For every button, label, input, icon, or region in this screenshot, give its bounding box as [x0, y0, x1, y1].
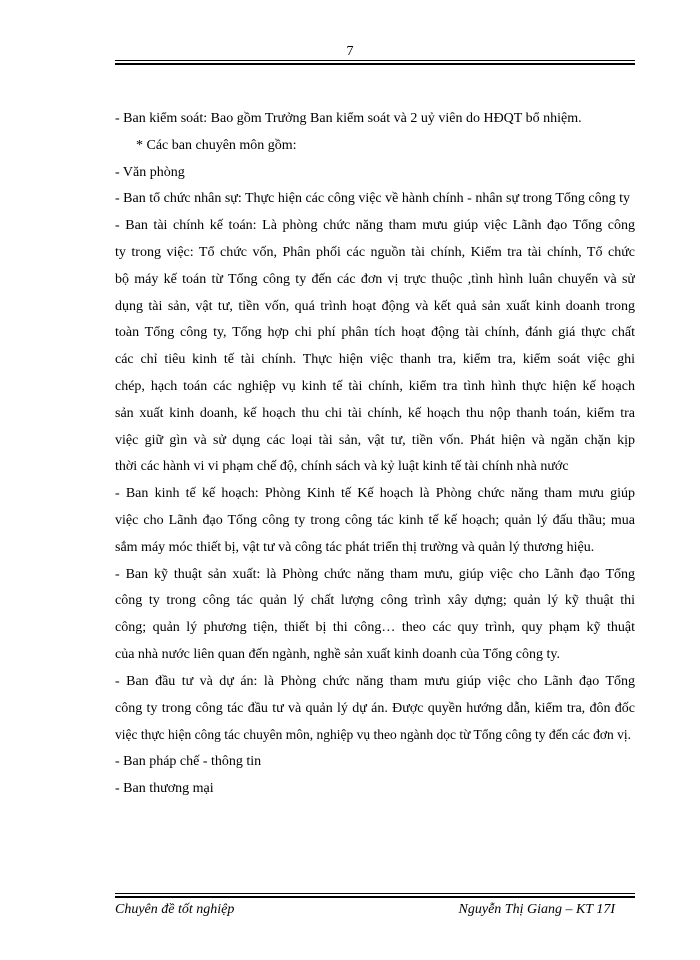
text-line: - Ban kiểm soát: Bao gồm Trưởng Ban kiểm soát và 2 uỷ viên do HĐQT bổ nhiệm. — [115, 111, 582, 126]
text-line: thời các hành vi vi phạm chế độ, chính sách và kỷ luật kinh tế tài chính nhà nước — [115, 459, 569, 475]
text-line: việc cho Lãnh đạo Tổng công ty trong công tác kinh tế kế hoạch; quản lý đấu thầu; mua — [115, 512, 635, 528]
text-line: * Các ban chuyên môn gồm: — [136, 137, 297, 153]
text-line: việc thực hiện công tác chuyên môn, nghiệp vụ theo ngành dọc từ Tổng công ty đến các đơn vị. — [115, 727, 632, 743]
text-line: - Văn phòng — [115, 164, 185, 180]
text-line: sản xuất kinh doanh, kế hoạch thu chi tài chính, kế hoạch thu nộp thanh toán, kiểm tra — [115, 405, 635, 421]
body-text — [115, 106, 635, 803]
text-line: - Ban tổ chức nhân sự: Thực hiện các công việc về hành chính - nhân sự trong Tổng công ty — [115, 191, 631, 207]
text-line: - Ban pháp chế - thông tin — [115, 754, 262, 770]
text-line: - Ban thương mại — [115, 780, 214, 796]
text-line: sắm máy móc thiết bị, vật tư và công tác phát triển thị trường và quản lý thương hiệu. — [115, 539, 595, 555]
text-line: việc giữ gìn và sử dụng các loại tài sản, vật tư, tiền vốn. Phát hiện và ngăn chặn kịp — [115, 432, 635, 448]
text-line: công ty trong công tác quản lý chất lượng công trình xây dựng; quản lý kỹ thuật thi — [115, 593, 635, 609]
text-line: công ty trong công tác đầu tư và quản lý dự án. Được quyền hướng dẫn, kiểm tra, đôn đốc — [115, 700, 635, 716]
text-line: - Ban kinh tế kế hoạch: Phòng Kinh tế Kế hoạch là Phòng chức năng tham mưu giúp — [115, 486, 635, 502]
text-line: của nhà nước liên quan đến ngành, nghề sản xuất kinh doanh của Tổng công ty. — [115, 646, 560, 662]
text-line: bộ máy kế toán từ Tổng công ty đến các đơn vị trực thuộc ,tình hình luân chuyển và sử — [115, 271, 635, 287]
footer-author: Nguyễn Thị Giang – KT 17I — [458, 902, 615, 917]
text-line: ty trong việc: Tổ chức vốn, Phân phối các nguồn tài chính, Kiểm tra tài chính, Tổ chức — [115, 244, 635, 260]
text-line: toàn Tổng công ty, Tổng hợp chi phí phân tích hoạt động tài chính, đánh giá thực chất — [115, 325, 635, 341]
footer-title: Chuyên đề tốt nghiệp — [115, 902, 235, 917]
header-rule — [115, 60, 635, 65]
text-line: - Ban đầu tư và dự án: là Phòng chức năng tham mưu giúp việc cho Lãnh đạo Tổng — [115, 673, 635, 689]
text-line: - Ban tài chính kế toán: Là phòng chức năng tham mưu giúp việc Lãnh đạo Tổng công — [115, 218, 635, 234]
page-number: 7 — [346, 44, 354, 59]
text-line: các chỉ tiêu kinh tế tài chính. Thực hiện việc thanh tra, kiểm tra, kiểm soát việc ghi — [115, 352, 635, 368]
text-line: công; quản lý phương tiện, thiết bị thi công… theo các quy trình, quy phạm kỹ thuật — [115, 620, 635, 636]
text-line: chép, hạch toán các nghiệp vụ kinh tế tài chính, kiểm tra tình hình thực hiện kế hoạch — [115, 378, 635, 394]
text-line: - Ban kỹ thuật sản xuất: là Phòng chức năng tham mưu, giúp việc cho Lãnh đạo Tổng — [115, 566, 635, 582]
footer-rule — [115, 893, 635, 898]
text-line: dụng tài sản, vật tư, tiền vốn, quá trình hoạt động và kết quả sản xuất kinh doanh trong — [115, 298, 635, 314]
